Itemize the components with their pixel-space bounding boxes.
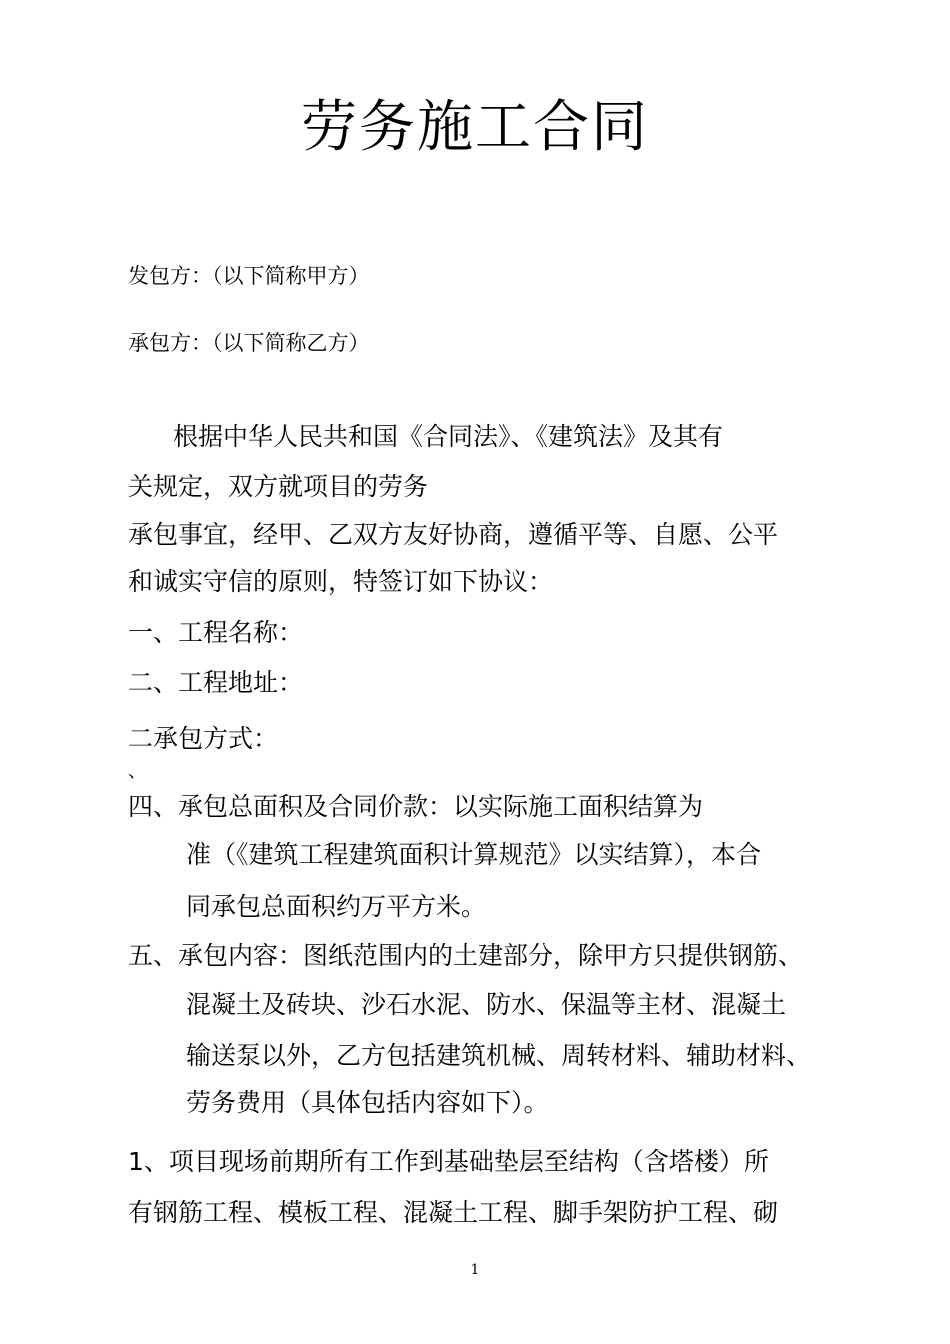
- item-5-line-1: 五、承包内容：图纸范围内的土建部分，除甲方只提供钢筋、: [128, 941, 804, 970]
- item-5-line-3: 输送泵以外，乙方包括建筑机械、周转材料、辅助材料、: [186, 1041, 812, 1070]
- item-4-line-1: 四、承包总面积及合同价款：以实际施工面积结算为: [128, 792, 704, 821]
- clause-1-line-1: 1、项目现场前期所有工作到基础垫层至结构（含塔楼）所: [128, 1147, 769, 1176]
- item-5-line-2: 混凝土及砖块、沙石水泥、防水、保温等主材、混凝土: [186, 990, 787, 1019]
- intro-line-4: 和诚实守信的原则，特签订如下协议：: [128, 567, 554, 596]
- item-project-name: 一、工程名称：: [128, 618, 304, 647]
- item-4-line-2: 准（《建筑工程建筑面积计算规范》以实结算），本合: [186, 840, 762, 869]
- intro-line-1: 根据中华人民共和国《合同法》、《建筑法》及其有: [173, 422, 724, 451]
- party-a-line: 发包方：（以下简称甲方）: [128, 264, 370, 288]
- item-contract-method: 二承包方式：: [128, 724, 279, 753]
- item-project-address: 二、工程地址：: [128, 668, 304, 697]
- contract-title: 劳务施工合同: [301, 95, 649, 160]
- party-b-line: 承包方：（以下简称乙方）: [128, 331, 370, 355]
- intro-line-3: 承包事宜，经甲、乙双方友好协商，遵循平等、自愿、公平: [128, 520, 779, 549]
- page-number: 1: [470, 1262, 480, 1278]
- clause-1-line-2: 有钢筋工程、模板工程、混凝土工程、脚手架防护工程、砌: [128, 1198, 779, 1227]
- item-4-line-3: 同承包总面积约万平方米。: [186, 892, 487, 921]
- intro-line-2: 关规定，双方就项目的劳务: [128, 472, 429, 501]
- item-5-line-4: 劳务费用（具体包括内容如下）。: [186, 1088, 549, 1117]
- item-contract-method-mark: 、: [128, 761, 146, 782]
